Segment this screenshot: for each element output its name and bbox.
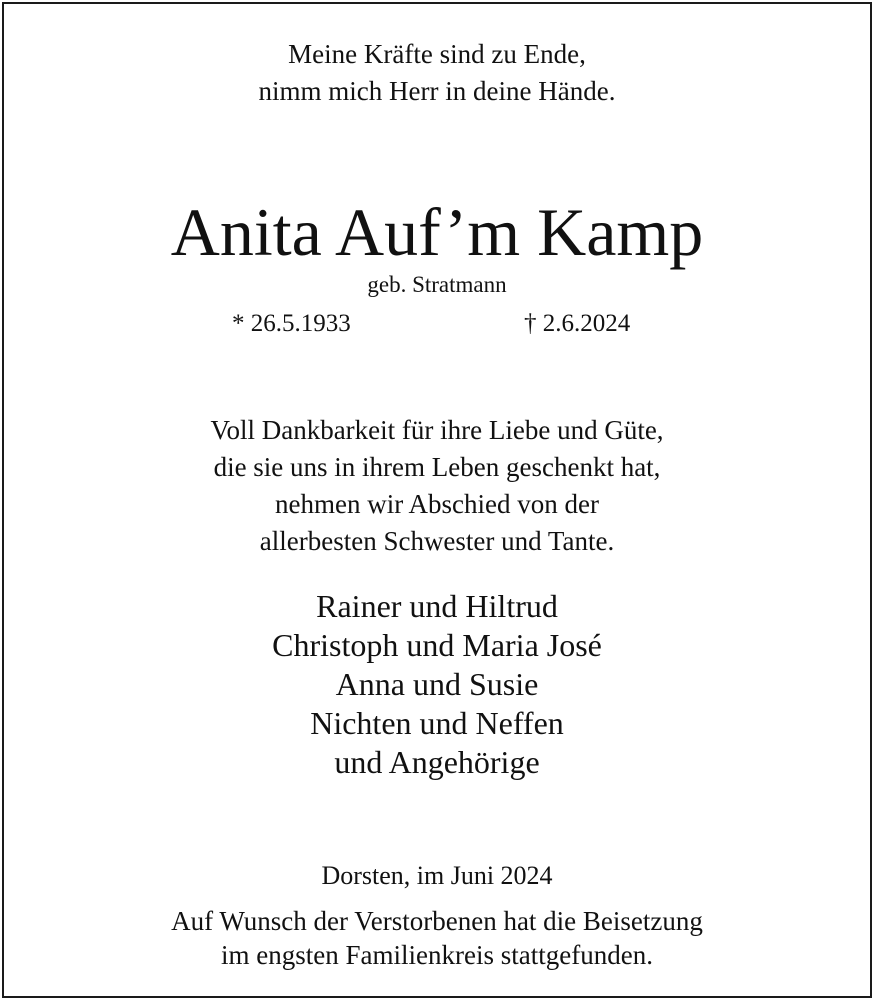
mourner-line-2: Christoph und Maria José (272, 627, 602, 663)
deceased-name: Anita Auf’m Kamp (170, 194, 704, 270)
birth-date: * 26.5.1933 (232, 310, 351, 337)
mourner-line-3: Anna und Susie (335, 666, 539, 702)
burial-line-2: im engsten Familienkreis stattgefunden. (221, 940, 653, 970)
verse-line-1: Meine Kräfte sind zu Ende, (288, 39, 586, 69)
tribute-text (4, 412, 870, 560)
mourner-line-4: Nichten und Neffen (310, 705, 564, 741)
mourner-line-5: und Angehörige (334, 744, 540, 780)
burial-line-1: Auf Wunsch der Verstorbenen hat die Beisetzung (171, 906, 703, 936)
maiden-name: geb. Stratmann (367, 272, 507, 297)
mourner-line-1: Rainer und Hiltrud (316, 588, 558, 624)
death-date: † 2.6.2024 (524, 310, 631, 337)
tribute-line-2: die sie uns in ihrem Leben geschenkt hat, (213, 452, 661, 482)
tribute-line-3: nehmen wir Abschied von der (275, 489, 599, 519)
tribute-line-1: Voll Dankbarkeit für ihre Liebe und Güte, (210, 415, 664, 445)
verse (4, 36, 870, 110)
burial-note (4, 904, 870, 972)
obituary-notice (2, 2, 872, 998)
place-and-date: Dorsten, im Juni 2024 (321, 861, 553, 890)
tribute-line-4: allerbesten Schwester und Tante. (259, 526, 615, 556)
verse-line-2: nimm mich Herr in deine Hände. (258, 76, 616, 106)
mourners-list (4, 587, 870, 782)
